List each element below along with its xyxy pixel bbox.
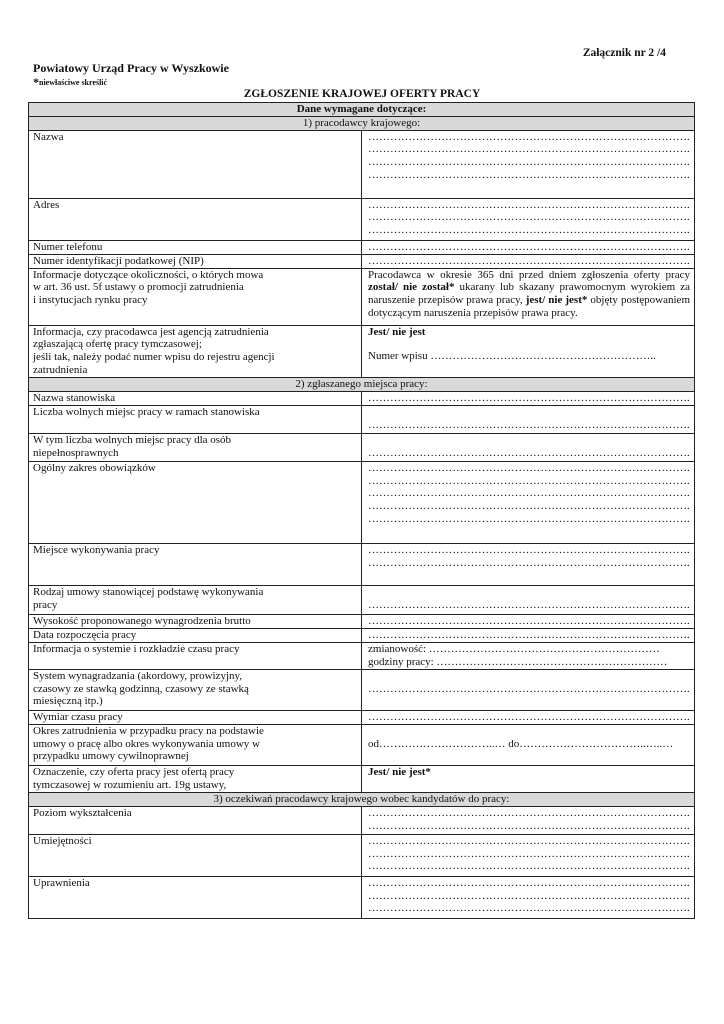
table-row [29, 585, 695, 614]
dotted-line: ……………………………………………………………………………. [368, 156, 690, 169]
dotted-line: ……………………………………………………………………………. [368, 876, 690, 889]
table-row [29, 765, 695, 792]
dotted-line: ……………………………………………………………………………. [368, 168, 690, 181]
position-field[interactable] [362, 391, 695, 405]
section3-row [29, 792, 695, 806]
dotted-line: ……………………………………………………………………………. [368, 198, 690, 211]
label-line: Rodzaj umowy stanowiącej podstawę wykonywania [33, 585, 264, 598]
note-text: niewłaściwe skreślić [39, 78, 108, 87]
education-label: Poziom wykształcenia [29, 806, 362, 834]
period-value[interactable]: od…………………………..… do……………………………..…..… [368, 737, 674, 750]
label-line: zgłaszającą ofertę pracy tymczasowej; [33, 338, 202, 351]
table-row [29, 325, 695, 377]
dotted-line: ……………………………………………………………………………. [368, 446, 690, 459]
section2-header: 2) zgłaszanego miejsca pracy: [29, 377, 695, 391]
label-line: czasowy ze stawką godzinną, czasowy ze stawką [33, 682, 249, 695]
dotted-line: ……………………………………………………………………………. [368, 847, 690, 860]
position-label: Nazwa stanowiska [29, 391, 362, 405]
temporary-offer-option[interactable]: Jest/ nie jest* [362, 765, 695, 792]
working-time-field[interactable] [362, 710, 695, 724]
nip-field[interactable] [362, 254, 695, 268]
label-line: jeśli tak, należy podać numer wpisu do rejestru agencji [33, 351, 275, 364]
dotted-line: ……………………………………………………………………………. [368, 418, 690, 431]
table-row [29, 642, 695, 669]
contract-type-field[interactable] [362, 585, 695, 614]
licenses-field[interactable] [362, 876, 695, 918]
statement-text: objęty postępowaniem dotyczącym naruszenia przepisów prawa pracy. [368, 294, 690, 319]
dotted-line: ……………………………………………………………………………. [368, 819, 690, 832]
circumstances-statement [362, 268, 695, 325]
table-row [29, 240, 695, 254]
proceedings-option[interactable]: jest/ nie jest* [525, 294, 588, 307]
schedule-field [362, 642, 695, 669]
disabled-vacancies-label [29, 433, 362, 461]
section2-row [29, 377, 695, 391]
shifts-field[interactable]: zmianowość: ……………………………………………………… [368, 642, 660, 655]
dotted-line: ……………………………………………………………………………. [368, 500, 690, 513]
label-line: Informacja, czy pracodawca jest agencją zatrudnienia [33, 325, 269, 338]
dotted-line: ……………………………………………………………………………. [368, 682, 690, 695]
start-date-field[interactable] [362, 628, 695, 642]
table-row [29, 724, 695, 765]
address-field[interactable] [362, 198, 695, 240]
circumstances-label [29, 268, 362, 325]
dotted-line: ……………………………………………………………………………. [368, 614, 690, 627]
vacancies-label: Liczba wolnych miejsc pracy w ramach stanowiska [29, 405, 362, 433]
dotted-line: ……………………………………………………………………………. [368, 834, 690, 847]
dotted-line: ……………………………………………………………………………. [368, 512, 690, 525]
note-star: * [33, 75, 39, 89]
dotted-line: ……………………………………………………………………………. [368, 474, 690, 487]
label-line: umowy o pracę albo okres wykonywania umowy w [33, 737, 260, 750]
offer-form-table [28, 102, 695, 919]
hours-field[interactable]: godziny pracy: ……………………………………………………… [368, 655, 668, 668]
licenses-label: Uprawnienia [29, 876, 362, 918]
label-line: tymczasowej w rozumieniu art. 19g ustawy, [33, 778, 227, 791]
table-row [29, 628, 695, 642]
label-line: i instytucjach rynku pracy [33, 294, 148, 307]
label-line: Okres zatrudnienia w przypadku pracy na podstawie [33, 724, 264, 737]
statement-text: ukarany lub skazany prawomocnym wyrokiem za naruszenie przepisów prawa pracy, [368, 281, 690, 307]
section1-header: 1) pracodawcy krajowego: [29, 116, 695, 130]
statement-text: Pracodawca w okresie 365 dni przed dniem zgłoszenia oferty pracy [368, 268, 690, 281]
pay-system-field[interactable] [362, 669, 695, 710]
label-line: pracy [33, 598, 58, 611]
contract-type-label [29, 585, 362, 614]
nip-label: Numer identyfikacji podatkowej (NIP) [29, 254, 362, 268]
dotted-line: ……………………………………………………………………………. [368, 889, 690, 902]
section-main-header: Dane wymagane dotyczące: [29, 103, 695, 117]
agency-field [362, 325, 695, 377]
dotted-line: ……………………………………………………………………………. [368, 710, 690, 723]
table-row [29, 710, 695, 724]
dotted-line: ……………………………………………………………………………. [368, 487, 690, 500]
dotted-line: ……………………………………………………………………………. [368, 143, 690, 156]
section1-row [29, 116, 695, 130]
label-line: miesięczną itp.) [33, 695, 103, 708]
label-line: System wynagradzania (akordowy, prowizyjny, [33, 669, 243, 682]
label-line: Informacje dotyczące okoliczności, o których mowa [33, 268, 264, 281]
table-row [29, 669, 695, 710]
skills-label: Umiejętności [29, 834, 362, 876]
phone-label: Numer telefonu [29, 240, 362, 254]
schedule-label: Informacja o systemie i rozkładzie czasu pracy [29, 642, 362, 669]
dotted-line: ……………………………………………………………………………. [368, 211, 690, 224]
table-row [29, 405, 695, 433]
table-row [29, 876, 695, 918]
penalty-option[interactable]: został/ nie został* [368, 281, 455, 294]
salary-field[interactable] [362, 614, 695, 628]
pay-system-label [29, 669, 362, 710]
table-row [29, 130, 695, 198]
start-date-label: Data rozpoczęcia pracy [29, 628, 362, 642]
employer-name-label: Nazwa [29, 130, 362, 198]
office-name: Powiatowy Urząd Pracy w Wyszkowie [33, 61, 229, 75]
employment-period-field[interactable] [362, 724, 695, 765]
table-row [29, 254, 695, 268]
form-title: ZGŁOSZENIE KRAJOWEJ OFERTY PRACY [243, 88, 481, 100]
table-row [29, 268, 695, 325]
dotted-line: ……………………………………………………………………………. [368, 240, 690, 253]
dotted-line: ……………………………………………………………………………. [368, 556, 690, 569]
dotted-line: ……………………………………………………………………………. [368, 860, 690, 873]
temporary-offer-label [29, 765, 362, 792]
table-row [29, 806, 695, 834]
skills-field[interactable] [362, 834, 695, 876]
dotted-line: ……………………………………………………………………………. [368, 628, 690, 641]
employer-name-field[interactable] [362, 130, 695, 198]
table-row [29, 834, 695, 876]
working-time-label: Wymiar czasu pracy [29, 710, 362, 724]
dotted-line: ……………………………………………………………………………. [368, 254, 690, 267]
label-line: niepełnosprawnych [33, 446, 119, 459]
label-line: przypadku umowy cywilnoprawnej [33, 750, 189, 763]
employment-period-label [29, 724, 362, 765]
disabled-vacancies-field[interactable] [362, 433, 695, 461]
vacancies-field[interactable] [362, 405, 695, 433]
dotted-line: ……………………………………………………………………………. [368, 806, 690, 819]
salary-label: Wysokość proponowanego wynagrodzenia brutto [29, 614, 362, 628]
section-main-row [29, 103, 695, 117]
table-row [29, 543, 695, 585]
dotted-line: ……………………………………………………………………………. [368, 391, 690, 404]
dotted-line: ……………………………………………………………………………. [368, 543, 690, 556]
education-field[interactable] [362, 806, 695, 834]
table-row [29, 198, 695, 240]
label-line: zatrudnienia [33, 363, 88, 376]
work-place-label: Miejsce wykonywania pracy [29, 543, 362, 585]
label-line: w art. 36 ust. 5f ustawy o promocji zatrudnienia [33, 281, 244, 294]
agency-label [29, 325, 362, 377]
duties-field[interactable] [362, 461, 695, 543]
table-row [29, 391, 695, 405]
dotted-line: ……………………………………………………………………………. [368, 598, 690, 611]
dotted-line: ……………………………………………………………………………. [368, 130, 690, 143]
label-line: Oznaczenie, czy oferta pracy jest ofertą pracy [33, 765, 235, 778]
attachment-number: Załącznik nr 2 /4 [582, 47, 666, 59]
work-place-field[interactable] [362, 543, 695, 585]
agency-option[interactable]: Jest/ nie jest [368, 325, 426, 338]
table-row [29, 614, 695, 628]
label-line: W tym liczba wolnych miejsc pracy dla osób [33, 433, 232, 446]
address-label: Adres [29, 198, 362, 240]
phone-field[interactable] [362, 240, 695, 254]
dotted-line: ……………………………………………………………………………. [368, 461, 690, 474]
table-row [29, 461, 695, 543]
dotted-line: ……………………………………………………………………………. [368, 902, 690, 915]
table-row [29, 433, 695, 461]
duties-label: Ogólny zakres obowiązków [29, 461, 362, 543]
dotted-line: ……………………………………………………………………………. [368, 224, 690, 237]
registry-number-field[interactable]: Numer wpisu …………………………………………………….. [368, 350, 656, 363]
section3-header: 3) oczekiwań pracodawcy krajowego wobec kandydatów do pracy: [29, 792, 695, 806]
